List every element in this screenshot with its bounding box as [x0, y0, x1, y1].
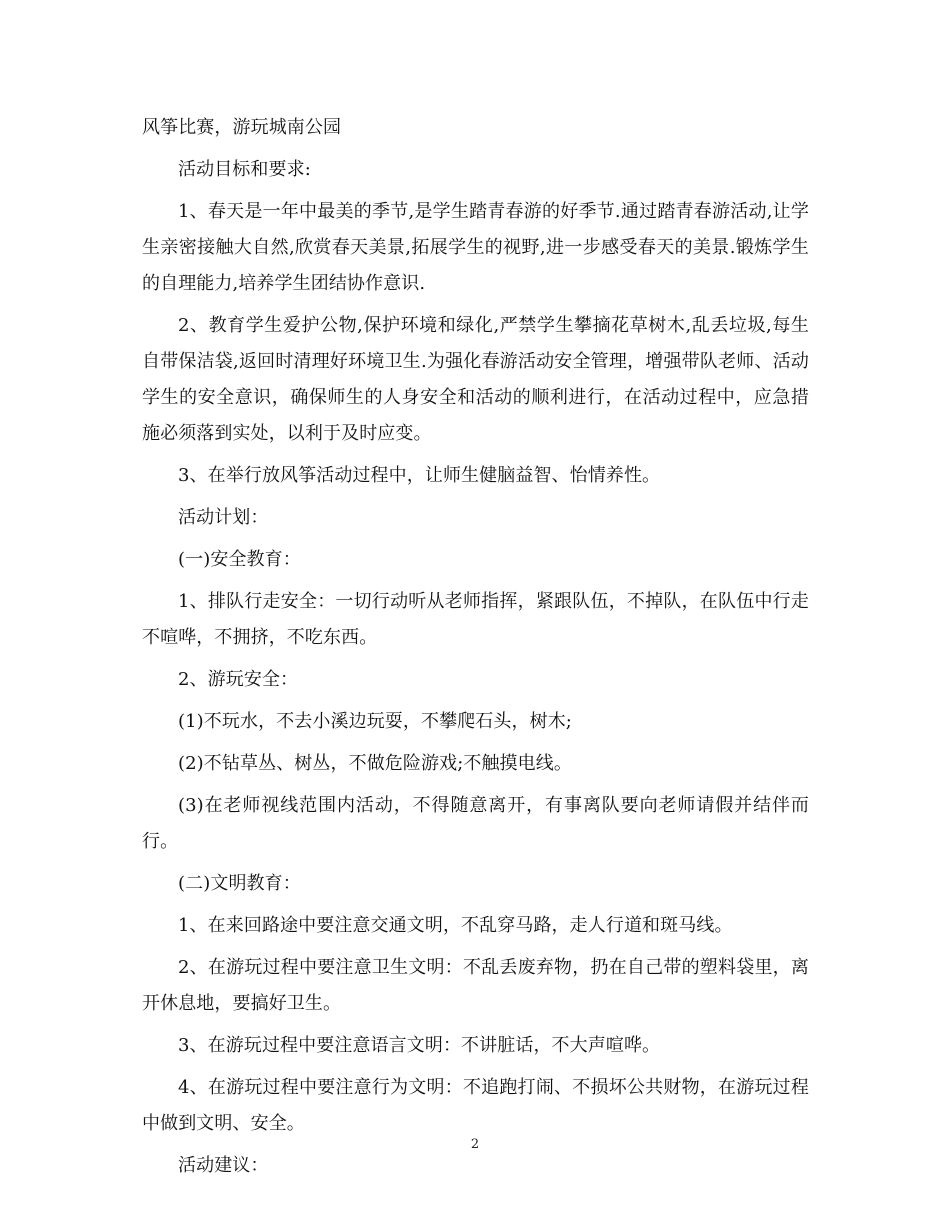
paragraph-goal-1: 1、春天是一年中最美的季节,是学生踏青春游的好季节.通过踏青春游活动,让学生亲密接触大自然,欣赏春天美景,拓展学生的视野,进一步感受春天的美景.锻炼学生的自理能力,培养学生团结协作意识.	[142, 201, 809, 294]
heading-goals: 活动目标和要求:	[178, 159, 311, 180]
document-body	[142, 110, 809, 1190]
paragraph-safety-1: 1、排队行走安全：一切行动听从老师指挥，紧跟队伍，不掉队，在队伍中行走不喧哗，不拥挤，不吃东西。	[142, 591, 809, 648]
heading-suggestions: 活动建议：	[178, 1155, 269, 1176]
paragraph-goal-2: 2、教育学生爱护公物,保护环境和绿化,严禁学生攀摘花草树木,乱丢垃圾,每生自带保洁袋,返回时清理好环境卫生.为强化春游活动安全管理，增强带队老师、活动学生的安全意识，确保师生的人身安全和活动的顺利进行，在活动过程中，应急措施必须落到实处，以利于及时应变。	[142, 315, 809, 444]
paragraph-civility-3: 3、在游玩过程中要注意语言文明：不讲脏话，不大声喧哗。	[178, 1035, 661, 1056]
page-number: 2	[470, 1137, 480, 1152]
paragraph-continuation: 风筝比赛，游玩城南公园	[142, 117, 342, 138]
paragraph-goal-3: 3、在举行放风筝活动过程中，让师生健脑益智、怡情养性。	[178, 465, 661, 486]
heading-safety-education: (一)安全教育：	[178, 549, 301, 570]
heading-plan: 活动计划：	[178, 507, 269, 528]
paragraph-safety-2-3: (3)在老师视线范围内活动，不得随意离开，有事离队要向老师请假并结伴而行。	[142, 795, 809, 852]
paragraph-civility-1: 1、在来回路途中要注意交通文明，不乱穿马路，走人行道和斑马线。	[178, 915, 733, 936]
paragraph-safety-2: 2、游玩安全：	[178, 669, 299, 690]
paragraph-civility-4: 4、在游玩过程中要注意行为文明：不追跑打闹、不损坏公共财物，在游玩过程中做到文明、安全。	[142, 1077, 809, 1134]
heading-civility-education: (二)文明教育：	[178, 873, 301, 894]
paragraph-civility-2: 2、在游玩过程中要注意卫生文明：不乱丢废弃物，扔在自己带的塑料袋里，离开休息地，要搞好卫生。	[142, 957, 809, 1014]
paragraph-safety-2-2: (2)不钻草丛、树丛，不做危险游戏;不触摸电线。	[178, 753, 572, 774]
paragraph-safety-2-1: (1)不玩水，不去小溪边玩耍，不攀爬石头，树木;	[178, 711, 572, 732]
